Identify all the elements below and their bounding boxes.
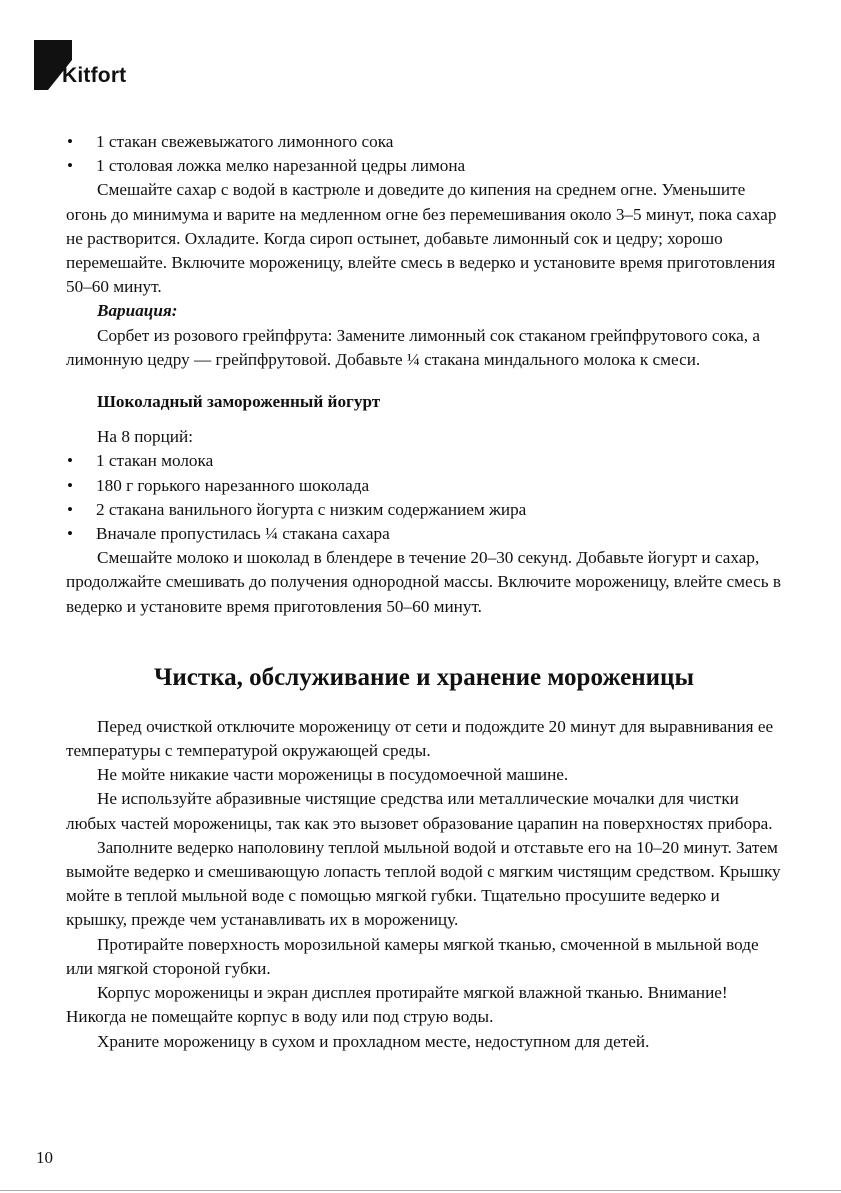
divider — [0, 1190, 841, 1191]
section-title: Чистка, обслуживание и хранение мороженицы — [154, 663, 694, 691]
list-item: • 1 столовая ложка мелко нарезанной цедры лимона — [66, 154, 782, 178]
recipe-title: Шоколадный замороженный йогурт — [97, 392, 381, 412]
paragraph: Заполните ведерко наполовину теплой мыльной водой и отставьте его на 10–20 минут. Затем вымойте ведерко и смешивающую лопасть теплой водой с мягким чистящим средством. Крышку мойте в теплой мыльной воде с помощью мягкой губки. Тщательно просушите ведерко и крышку, прежде чем устанавливать их в мороженицу. — [66, 837, 781, 930]
servings-text: На 8 порций: — [97, 427, 193, 447]
list-item: • Вначале пропустилась ¼ стакана сахара — [66, 522, 782, 546]
brand-logo — [34, 40, 174, 90]
variation-label: Вариация: — [97, 301, 178, 321]
page-content — [66, 130, 782, 1054]
list-item: • 180 г горького нарезанного шоколада — [66, 474, 782, 498]
list-item: • 2 стакана ванильного йогурта с низким содержанием жира — [66, 498, 782, 522]
paragraph: Перед очисткой отключите мороженицу от сети и подождите 20 минут для выравнивания ее температуры с температурой окружающей среды. — [66, 716, 774, 761]
recipe-instructions: Смешайте молоко и шоколад в блендере в течение 20–30 секунд. Добавьте йогурт и сахар, продолжайте смешивать до получения однородной массы. Включите мороженицу, влейте смесь в ведерко и установите время приготовления 50–60 минут. — [66, 548, 781, 616]
list-item: • 1 стакан свежевыжатого лимонного сока — [66, 130, 782, 154]
brand-name: Kitfort — [62, 64, 127, 87]
page-number: 10 — [36, 1148, 53, 1167]
paragraph: Не мойте никакие части мороженицы в посудомоечной машине. — [97, 765, 569, 785]
paragraph: Корпус мороженицы и экран дисплея протирайте мягкой влажной тканью. Внимание! Никогда не помещайте корпус в воду или под струю воды. — [66, 983, 728, 1027]
variation-text: Сорбет из розового грейпфрута: Замените лимонный сок стаканом грейпфрутового сока, а лимонную цедру — грейпфрутовой. Добавьте ¼ стакана миндального молока к смеси. — [66, 325, 761, 369]
paragraph: Храните мороженицу в сухом и прохладном месте, недоступном для детей. — [97, 1031, 650, 1051]
list-item: • 1 стакан молока — [66, 449, 782, 473]
recipe-instructions: Смешайте сахар с водой в кастрюле и доведите до кипения на среднем огне. Уменьшите огонь до минимума и варите на медленном огне без перемешивания около 3–5 минут, пока сахар не растворится. Охладите. Когда сироп остынет, добавьте лимонный сок и цедру; хорошо перемешайте. Включите мороженицу, влейте смесь в ведерко и установите время приготовления 50–60 минут. — [66, 180, 777, 297]
paragraph: Протирайте поверхность морозильной камеры мягкой тканью, смоченной в мыльной воде или мягкой стороной губки. — [66, 934, 759, 978]
paragraph: Не используйте абразивные чистящие средства или металлические мочалки для чистки любых частей мороженицы, так как это вызовет образование царапин на поверхностях прибора. — [66, 789, 773, 833]
